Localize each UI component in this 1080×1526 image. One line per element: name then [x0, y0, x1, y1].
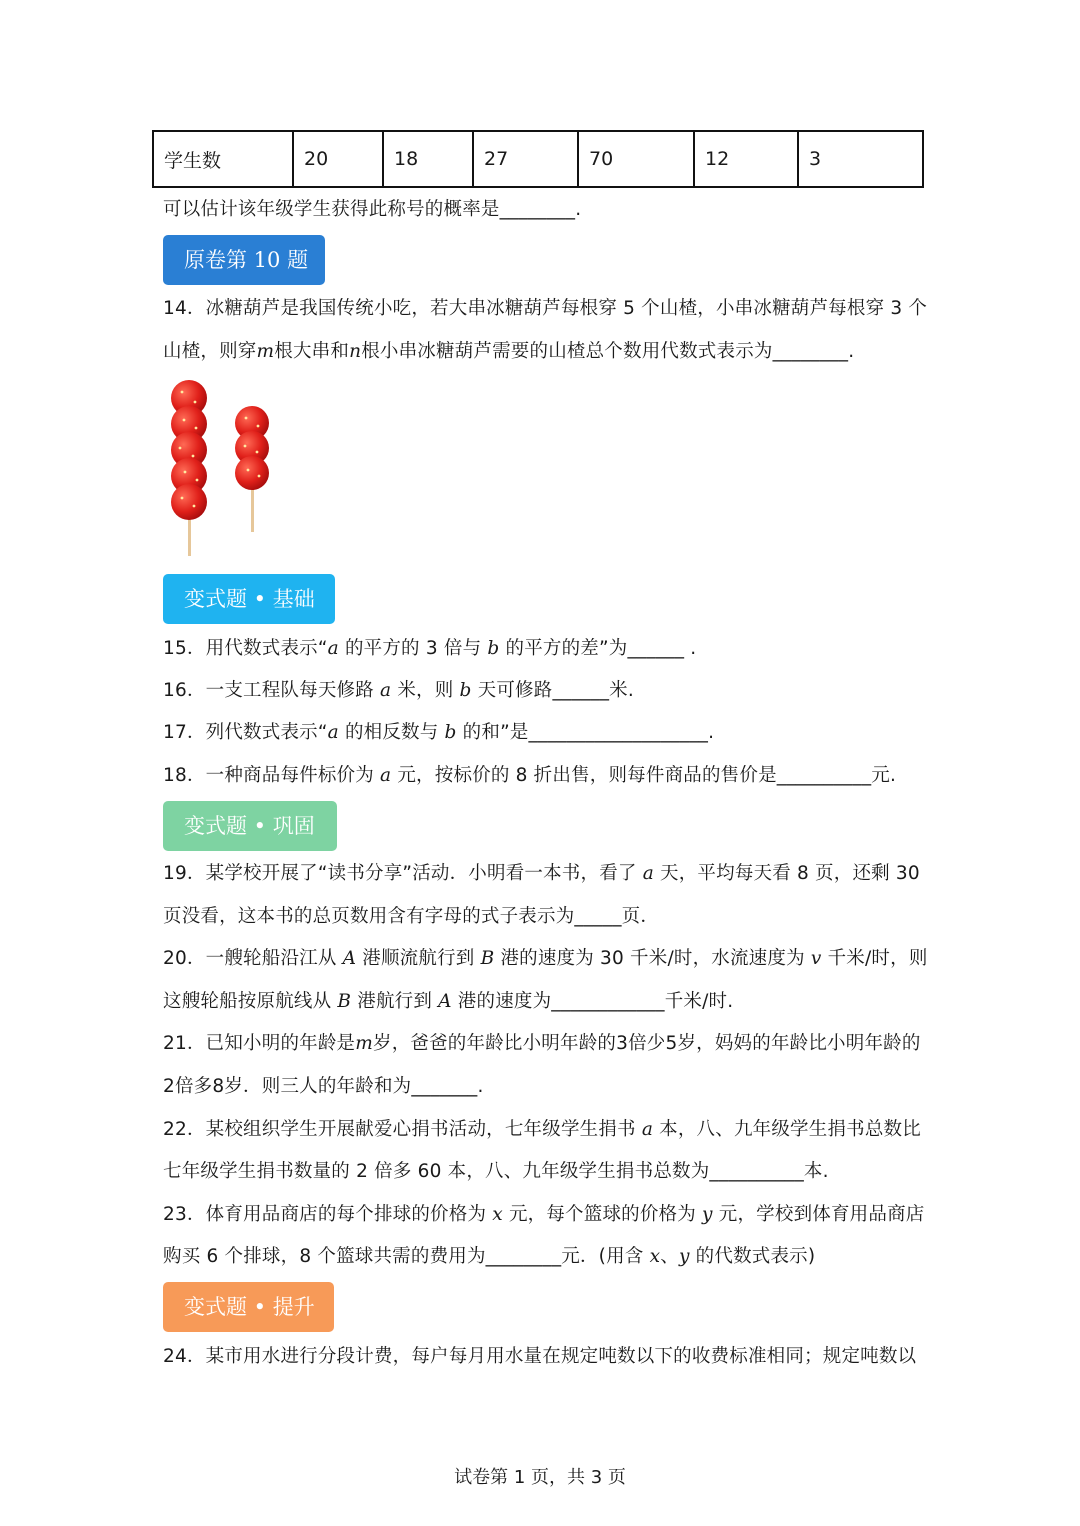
table-row: [153, 131, 923, 187]
q24-line1: 24．某市用水进行分段计费，每户每月用水量在规定吨数以下的收费标准相同；规定吨数以: [163, 1346, 917, 1367]
q21-line1: 21．已知小明的年龄是m岁，爸爸的年龄比小明年龄的3倍少5岁，妈妈的年龄比小明年龄的: [163, 1033, 921, 1054]
tag-variant-basic: 变式题 • 基础: [163, 574, 335, 624]
table-cell: 12: [694, 131, 798, 187]
q23-line1: 23．体育用品商店的每个排球的价格为 x 元，每个篮球的价格为 y 元，学校到体育用品商店: [163, 1204, 925, 1225]
page-footer: 试卷第 1 页，共 3 页: [454, 1467, 626, 1488]
large-skewer-icon: [171, 380, 207, 556]
table-cell: 18: [383, 131, 473, 187]
q17-line: 17．列代数式表示“a 的相反数与 b 的和”是___________________.: [163, 722, 715, 743]
q22-line1: 22．某校组织学生开展献爱心捐书活动，七年级学生捐书 a 本，八、九年级学生捐书总数比: [163, 1119, 921, 1140]
q19-line1: 19．某学校开展了“读书分享”活动．小明看一本书，看了 a 天，平均每天看 8 页，还剩 30: [163, 863, 920, 884]
q19-line2: 页没看，这本书的总页数用含有字母的式子表示为_____页．: [163, 906, 660, 927]
table-cell: 70: [578, 131, 694, 187]
tag-variant-consolidate: 变式题 • 巩固: [163, 801, 337, 851]
q21-line2: 2倍多8岁．则三人的年龄和为_______.: [163, 1076, 484, 1097]
student-count-table: [152, 130, 924, 188]
q14-line2: 山楂，则穿m根大串和n根小串冰糖葫芦需要的山楂总个数用代数式表示为________.: [163, 341, 855, 362]
tag-variant-advance: 变式题 • 提升: [163, 1282, 334, 1332]
q13-tail: 可以估计该年级学生获得此称号的概率是________.: [163, 199, 582, 220]
table-cell: 20: [293, 131, 383, 187]
table-cell: 27: [473, 131, 578, 187]
tag-original-question: 原卷第 10 题: [163, 235, 325, 285]
q22-line2: 七年级学生捐书数量的 2 倍多 60 本，八、九年级学生捐书总数为__________本.: [163, 1161, 829, 1182]
q18-line: 18．一种商品每件标价为 a 元，按标价的 8 折出售，则每件商品的售价是__________元.: [163, 765, 897, 786]
candied-haws-image: [160, 378, 280, 560]
q15-line: 15．用代数式表示“a 的平方的 3 倍与 b 的平方的差”为______ .: [163, 638, 697, 659]
q20-line1: 20．一艘轮船沿江从 A 港顺流航行到 B 港的速度为 30 千米/时，水流速度为 v 千米/时，则: [163, 948, 928, 969]
q16-line: 16．一支工程队每天修路 a 米，则 b 天可修路______米.: [163, 680, 634, 701]
q20-line2: 这艘轮船按原航线从 B 港航行到 A 港的速度为____________千米/时.: [163, 991, 734, 1012]
q14-line1: 14．冰糖葫芦是我国传统小吃，若大串冰糖葫芦每根穿 5 个山楂，小串冰糖葫芦每根穿 3 个: [163, 298, 928, 319]
q23-line2: 购买 6 个排球，8 个篮球共需的费用为________元．(用含 x、y 的代数式表示): [163, 1246, 816, 1267]
small-skewer-icon: [235, 406, 269, 532]
table-cell: 3: [798, 131, 923, 187]
table-cell: 学生数: [153, 131, 293, 187]
